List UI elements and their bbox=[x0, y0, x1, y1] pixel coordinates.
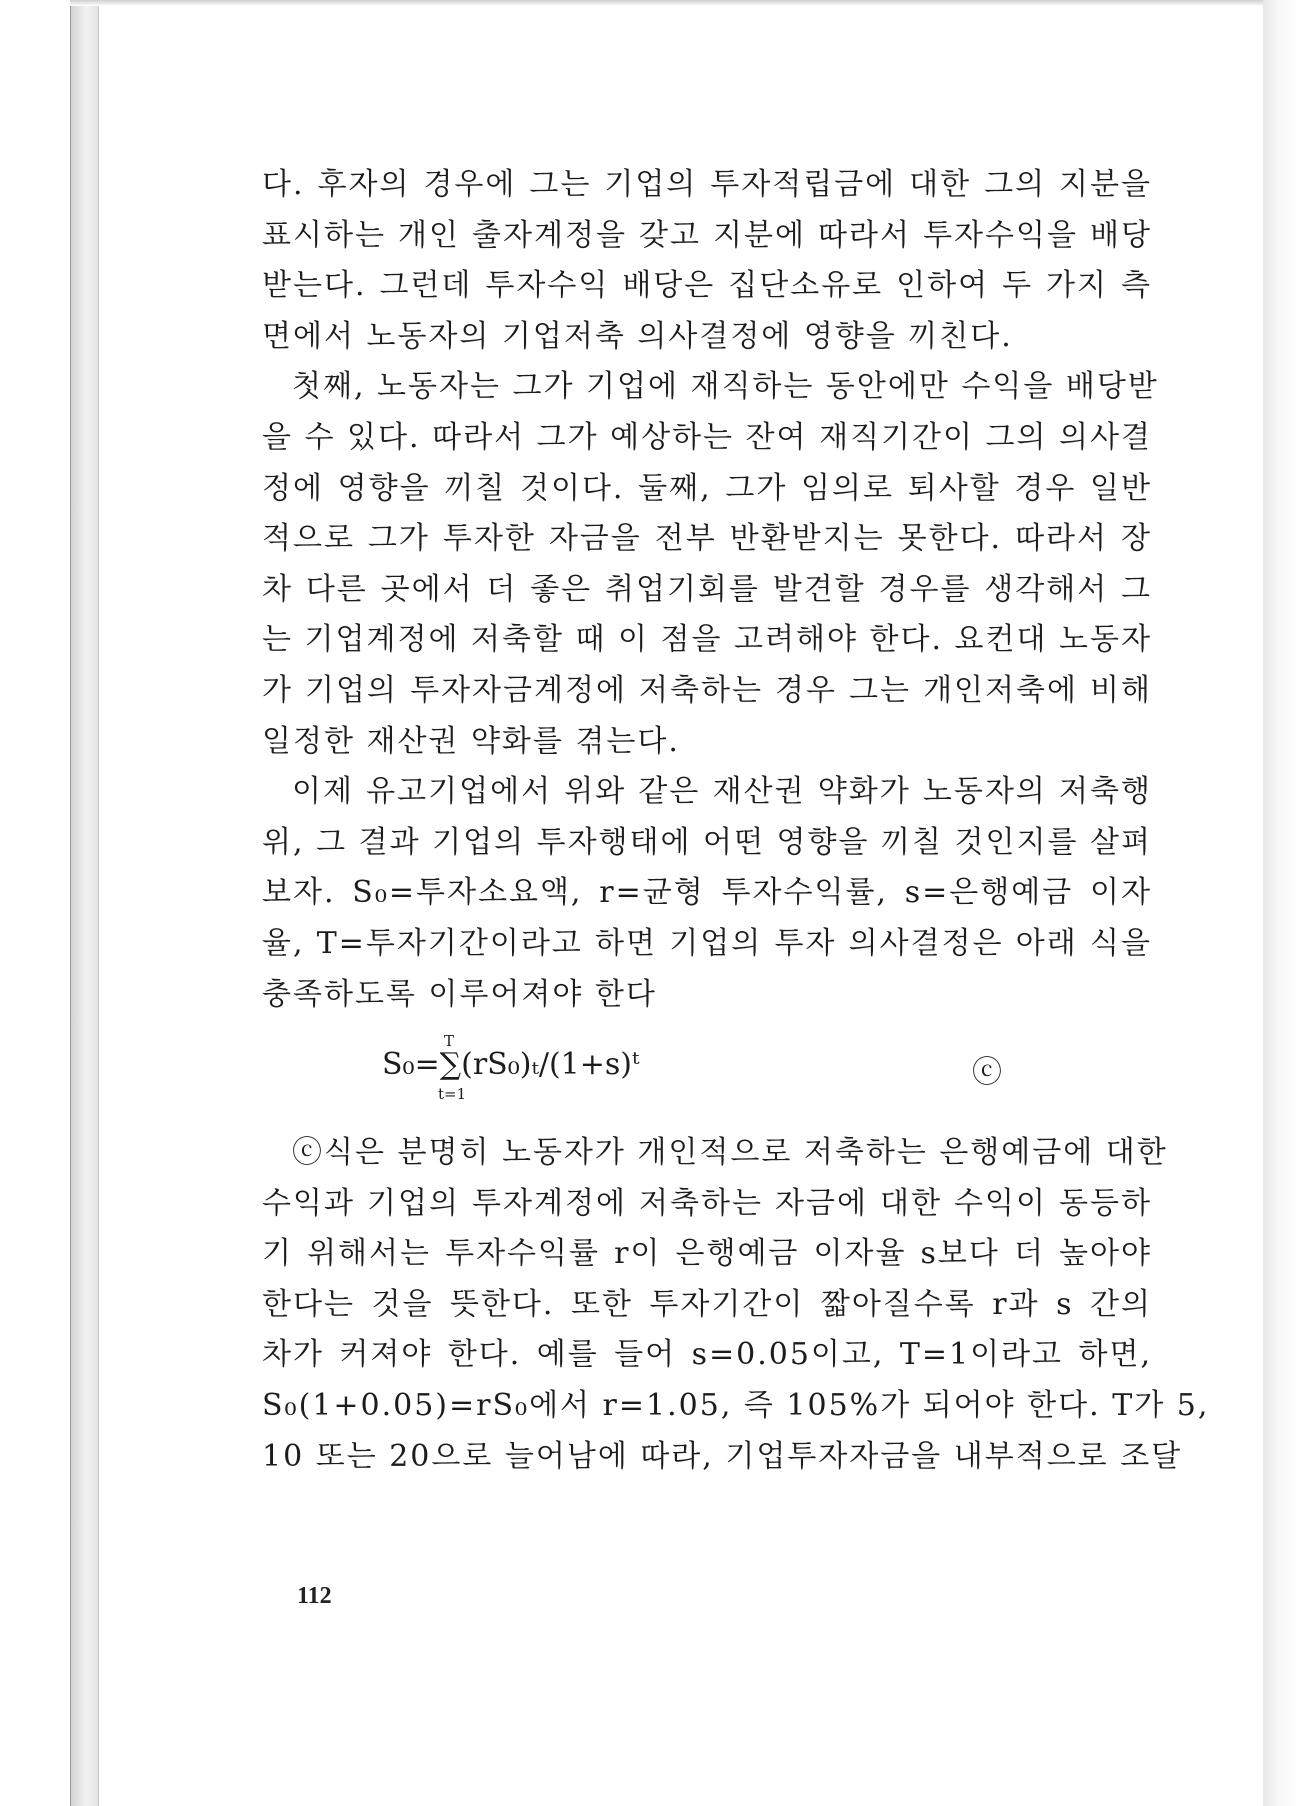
text-line: 는 기업계정에 저축할 때 이 점을 고려해야 한다. 요컨대 노동자 bbox=[262, 622, 1152, 658]
sigma-upper-limit: T bbox=[444, 1032, 455, 1050]
text-line: 차 다른 곳에서 더 좋은 취업기회를 발견할 경우를 생각해서 그 bbox=[262, 571, 1152, 607]
text-line: 율, T=투자기간이라고 하면 기업의 투자 의사결정은 아래 식을 bbox=[262, 925, 1152, 961]
text-line: 이제 유고기업에서 위와 같은 재산권 약화가 노동자의 저축행 bbox=[292, 774, 1152, 810]
equation-expression: S₀=∑(rS₀)ₜ/(1+s)ᵗ bbox=[382, 1047, 640, 1082]
text-line: 첫째, 노동자는 그가 기업에 재직하는 동안에만 수익을 배당받 bbox=[292, 369, 1159, 405]
text-line: 보자. S₀=투자소요액, r=균형 투자수익률, s=은행예금 이자 bbox=[262, 875, 1152, 911]
text-line: 면에서 노동자의 기업저축 의사결정에 영향을 끼친다. bbox=[262, 318, 1013, 354]
text-line: ⓒ식은 분명히 노동자가 개인적으로 저축하는 은행예금에 대한 bbox=[292, 1135, 1168, 1170]
text-line: S₀(1+0.05)=rS₀에서 r=1.05, 즉 105%가 되어야 한다. T가 5, bbox=[262, 1387, 1210, 1423]
text-line: 적으로 그가 투자한 자금을 전부 반환받지는 못한다. 따라서 장 bbox=[262, 521, 1152, 557]
body-text-block-2 bbox=[262, 1128, 1210, 1482]
text-line: 받는다. 그런데 투자수익 배당은 집단소유로 인하여 두 가지 측 bbox=[262, 268, 1152, 304]
text-line: 정에 영향을 끼칠 것이다. 둘째, 그가 임의로 퇴사할 경우 일반 bbox=[262, 470, 1152, 506]
text-line: 표시하는 개인 출자계정을 갖고 지분에 따라서 투자수익을 배당 bbox=[262, 217, 1152, 253]
text-line: 다. 후자의 경우에 그는 기업의 투자적립금에 대한 그의 지분을 bbox=[262, 167, 1152, 202]
text-line: 위, 그 결과 기업의 투자행태에 어떤 영향을 끼칠 것인지를 살펴 bbox=[262, 824, 1152, 860]
equation-marker: ⓒ bbox=[972, 1055, 1002, 1090]
text-line: 수익과 기업의 투자계정에 저축하는 자금에 대한 수익이 동등하 bbox=[262, 1185, 1152, 1221]
text-line: 가 기업의 투자자금계정에 저축하는 경우 그는 개인저축에 비해 bbox=[262, 672, 1152, 708]
text-line: 한다는 것을 뜻한다. 또한 투자기간이 짧아질수록 r과 s 간의 bbox=[262, 1286, 1152, 1322]
page-number: 112 bbox=[297, 1583, 332, 1609]
sigma-lower-limit: t=1 bbox=[438, 1085, 467, 1103]
book-page-edge bbox=[70, 0, 99, 1806]
equation bbox=[382, 1032, 1002, 1105]
text-line: 을 수 있다. 따라서 그가 예상하는 잔여 재직기간이 그의 의사결 bbox=[262, 419, 1152, 455]
text-line: 차가 커져야 한다. 예를 들어 s=0.05이고, T=1이라고 하면, bbox=[262, 1337, 1152, 1373]
text-line: 10 또는 20으로 늘어남에 따라, 기업투자자금을 내부적으로 조달 bbox=[262, 1438, 1183, 1474]
page-shadow bbox=[1263, 0, 1300, 1806]
text-line: 충족하도록 이루어져야 한다 bbox=[262, 976, 657, 1012]
body-text-block-1 bbox=[262, 160, 1159, 1020]
text-line: 기 위해서는 투자수익률 r이 은행예금 이자율 s보다 더 높아야 bbox=[262, 1236, 1152, 1272]
text-line: 일정한 재산권 약화를 겪는다. bbox=[262, 723, 680, 759]
